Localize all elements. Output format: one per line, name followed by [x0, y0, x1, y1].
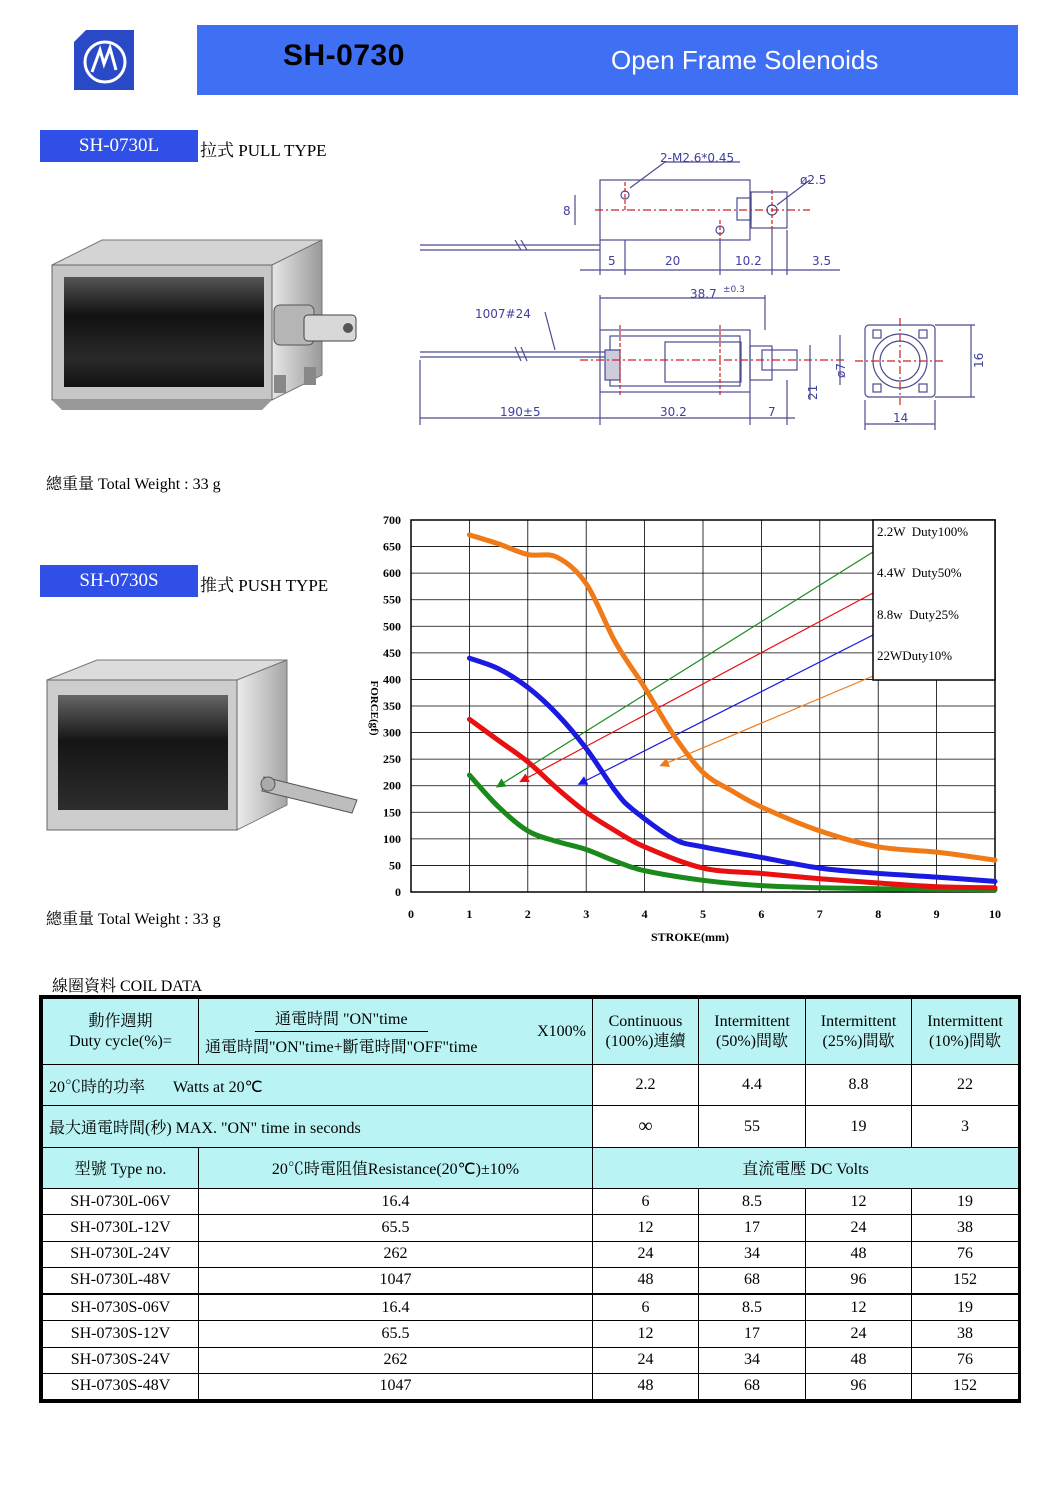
y-axis-label: FORCE(gf): [368, 680, 380, 736]
coil-data-table-frame: [39, 995, 1021, 1403]
dc-volts-cell: 8.5: [699, 1189, 806, 1215]
dc-volts-cell: 19: [912, 1294, 1019, 1321]
legend-entry: 2.2W Duty100%: [877, 524, 969, 539]
dc-volts-cell: 24: [593, 1241, 699, 1267]
chart-legend: [873, 520, 995, 680]
col-header-line2: (100%)連續: [605, 1032, 686, 1050]
dim-10-2: 10.2: [735, 254, 762, 268]
type-no-cell: SH-0730L-06V: [43, 1189, 199, 1215]
watts-value: 2.2: [593, 1065, 699, 1106]
push-model-tag: SH-0730S: [40, 565, 198, 597]
type-no-cell: SH-0730L-48V: [43, 1267, 199, 1294]
dc-volts-cell: 17: [699, 1215, 806, 1241]
duty-cycle-label-cell: [43, 999, 199, 1065]
hole-diameter: ø2.5: [800, 173, 827, 187]
push-type-label: 推式 PUSH TYPE: [200, 576, 329, 595]
push-solenoid-photo: [42, 655, 362, 845]
watts-row: [43, 1065, 1019, 1106]
col-header-line2: (50%)間歇: [716, 1032, 788, 1050]
on-time-numerator: 通電時間 "ON"time: [255, 1006, 428, 1032]
watts-label-zh: 20℃時的功率: [49, 1078, 146, 1096]
on-off-time-denominator: 通電時間"ON"time+斷電時間"OFF"time: [205, 1039, 478, 1056]
dc-volts-cell: 48: [593, 1267, 699, 1294]
company-logo: [72, 28, 136, 92]
push-weight: 總重量 Total Weight : 33 g: [46, 911, 221, 928]
col-header-line1: Continuous: [608, 1012, 683, 1030]
max-on-time-value: 19: [806, 1106, 912, 1147]
watts-value: 22: [912, 1065, 1019, 1106]
table-row: [43, 1215, 1019, 1241]
dc-volts-cell: 12: [593, 1215, 699, 1241]
max-on-time-value: 55: [699, 1106, 806, 1147]
dc-volts-cell: 96: [806, 1373, 912, 1399]
dc-volts-cell: 24: [593, 1347, 699, 1373]
header-bar: [197, 25, 1018, 95]
dim-7: 7: [768, 405, 776, 419]
y-tick-labels: [383, 513, 401, 899]
pull-model-tag: SH-0730L: [40, 130, 198, 162]
max-on-time-value: 3: [912, 1106, 1019, 1147]
type-no-cell: SH-0730S-48V: [43, 1373, 199, 1399]
force-stroke-chart: [370, 508, 1035, 953]
table-row: [43, 1321, 1019, 1347]
model-header-row: [43, 1147, 1019, 1188]
legend-entry: 8.8w Duty25%: [877, 607, 959, 622]
pull-type-label: 拉式 PULL TYPE: [200, 141, 327, 160]
dim-3-5: 3.5: [812, 254, 832, 268]
pull-weight: 總重量 Total Weight : 33 g: [46, 476, 221, 493]
end-view: [855, 318, 975, 430]
resistance-cell: 262: [199, 1347, 593, 1373]
dc-volts-cell: 34: [699, 1241, 806, 1267]
dc-volts-cell: 48: [806, 1241, 912, 1267]
dc-volts-cell: 34: [699, 1347, 806, 1373]
col-header-line1: Intermittent: [927, 1012, 1003, 1030]
dc-volts-cell: 48: [593, 1373, 699, 1399]
dim-21: 21: [806, 384, 820, 400]
x-tick-labels: [408, 907, 1001, 921]
x-tick-label: 2: [524, 907, 531, 921]
legend-entry: 22WDuty10%: [877, 648, 953, 663]
col-header-continuous: [593, 999, 699, 1065]
top-view: [420, 162, 840, 275]
pull-solenoid-photo: [42, 235, 362, 415]
dim-38-7: 38.7: [690, 287, 717, 301]
dim-height-8: 8: [563, 204, 571, 218]
dc-volts-cell: 38: [912, 1321, 1019, 1347]
watts-label-cell: [43, 1065, 593, 1106]
legend-entry: 4.4W Duty50%: [877, 565, 962, 580]
dc-volts-cell: 152: [912, 1373, 1019, 1399]
type-no-cell: SH-0730L-24V: [43, 1241, 199, 1267]
x-tick-label: 3: [583, 907, 590, 921]
y-tick-label: 0: [395, 885, 401, 899]
dimension-drawing: [415, 150, 1015, 440]
dc-volts-cell: 152: [912, 1267, 1019, 1294]
x-tick-label: 8: [875, 907, 882, 921]
dc-volts-header: 直流電壓 DC Volts: [593, 1147, 1019, 1188]
duty-cycle-fraction: [205, 1006, 478, 1057]
resistance-header: 20℃時電阻值Resistance(20℃)±10%: [199, 1147, 593, 1188]
dc-volts-cell: 24: [806, 1321, 912, 1347]
col-header-line2: (25%)間歇: [822, 1032, 895, 1050]
table-row: [43, 1373, 1019, 1399]
col-header-line1: Intermittent: [714, 1012, 790, 1030]
times-100-percent: X100%: [537, 1022, 586, 1040]
x-tick-label: 0: [408, 907, 414, 921]
col-header-intermittent-25: [806, 999, 912, 1065]
resistance-cell: 262: [199, 1241, 593, 1267]
dim-phi-7: ø7: [834, 363, 848, 378]
dim-38-7-tolerance: ±0.3: [723, 285, 745, 295]
resistance-cell: 1047: [199, 1373, 593, 1399]
duty-cycle-label-zh: 動作週期: [88, 1012, 153, 1030]
dim-16: 16: [972, 352, 986, 368]
product-title: Open Frame Solenoids: [611, 45, 879, 75]
type-no-cell: SH-0730L-12V: [43, 1215, 199, 1241]
y-tick-label: 650: [383, 539, 401, 554]
x-tick-label: 7: [816, 907, 823, 921]
y-tick-label: 250: [383, 752, 401, 767]
type-no-header: 型號 Type no.: [43, 1147, 199, 1188]
y-tick-label: 600: [383, 566, 401, 581]
x-tick-label: 5: [700, 907, 706, 921]
resistance-cell: 16.4: [199, 1294, 593, 1321]
y-tick-label: 400: [383, 672, 401, 687]
dc-volts-cell: 96: [806, 1267, 912, 1294]
dim-5: 5: [608, 254, 616, 268]
dc-volts-cell: 12: [806, 1294, 912, 1321]
dc-volts-cell: 38: [912, 1215, 1019, 1241]
y-tick-label: 550: [383, 592, 401, 607]
resistance-cell: 16.4: [199, 1189, 593, 1215]
max-on-time-label: 最大通電時間(秒) MAX. "ON" time in seconds: [43, 1106, 593, 1147]
col-header-intermittent-10: [912, 999, 1019, 1065]
duty-cycle-header-row: [43, 999, 1019, 1065]
x-tick-label: 9: [933, 907, 940, 921]
table-row: [43, 1241, 1019, 1267]
dc-volts-cell: 8.5: [699, 1294, 806, 1321]
dc-volts-cell: 68: [699, 1267, 806, 1294]
col-header-line2: (10%)間歇: [929, 1032, 1001, 1050]
x-axis-label: STROKE(mm): [651, 930, 729, 944]
dc-volts-cell: 76: [912, 1347, 1019, 1373]
dc-volts-cell: 6: [593, 1294, 699, 1321]
type-no-cell: SH-0730S-24V: [43, 1347, 199, 1373]
dc-volts-cell: 24: [806, 1215, 912, 1241]
table-row: [43, 1347, 1019, 1373]
dim-20: 20: [665, 254, 681, 268]
x-tick-label: 10: [989, 907, 1001, 921]
y-tick-label: 700: [383, 513, 401, 527]
table-row: [43, 1294, 1019, 1321]
type-no-cell: SH-0730S-06V: [43, 1294, 199, 1321]
dc-volts-cell: 48: [806, 1347, 912, 1373]
wire-spec: 1007#24: [475, 307, 531, 321]
y-tick-label: 300: [383, 725, 401, 740]
max-on-time-value: ∞: [593, 1106, 699, 1147]
watts-value: 4.4: [699, 1065, 806, 1106]
coil-data-table: [42, 998, 1019, 1400]
y-tick-label: 450: [383, 645, 401, 660]
dim-30-2: 30.2: [660, 405, 687, 419]
y-tick-label: 200: [383, 778, 401, 793]
dc-volts-cell: 6: [593, 1189, 699, 1215]
y-tick-label: 350: [383, 699, 401, 713]
coil-data-title: 線圈資料 COIL DATA: [52, 978, 203, 995]
duty-cycle-formula-cell: [199, 999, 593, 1065]
dc-volts-cell: 19: [912, 1189, 1019, 1215]
dc-volts-cell: 12: [593, 1321, 699, 1347]
resistance-cell: 65.5: [199, 1321, 593, 1347]
dc-volts-cell: 76: [912, 1241, 1019, 1267]
resistance-cell: 1047: [199, 1267, 593, 1294]
duty-cycle-label-en: Duty cycle(%)=: [69, 1032, 172, 1050]
x-tick-label: 4: [641, 907, 648, 921]
table-row: [43, 1189, 1019, 1215]
model-title: SH-0730: [283, 39, 405, 72]
y-tick-label: 50: [389, 858, 401, 873]
dc-volts-cell: 68: [699, 1373, 806, 1399]
watts-value: 8.8: [806, 1065, 912, 1106]
watts-label-en: Watts at 20℃: [173, 1078, 263, 1096]
max-on-time-row: [43, 1106, 1019, 1147]
type-no-cell: SH-0730S-12V: [43, 1321, 199, 1347]
thread-spec: 2-M2.6*0.45: [660, 151, 735, 165]
coil-model-rows: [43, 1189, 1019, 1400]
resistance-cell: 65.5: [199, 1215, 593, 1241]
col-header-intermittent-50: [699, 999, 806, 1065]
dim-190: 190±5: [500, 405, 541, 419]
dim-14: 14: [893, 411, 909, 425]
y-tick-label: 500: [383, 619, 401, 634]
x-tick-label: 1: [466, 907, 473, 921]
table-row: [43, 1267, 1019, 1294]
y-tick-label: 100: [383, 831, 401, 846]
dc-volts-cell: 12: [806, 1189, 912, 1215]
col-header-line1: Intermittent: [820, 1012, 897, 1030]
dc-volts-cell: 17: [699, 1321, 806, 1347]
y-tick-label: 150: [383, 805, 401, 820]
x-tick-label: 6: [758, 907, 765, 921]
